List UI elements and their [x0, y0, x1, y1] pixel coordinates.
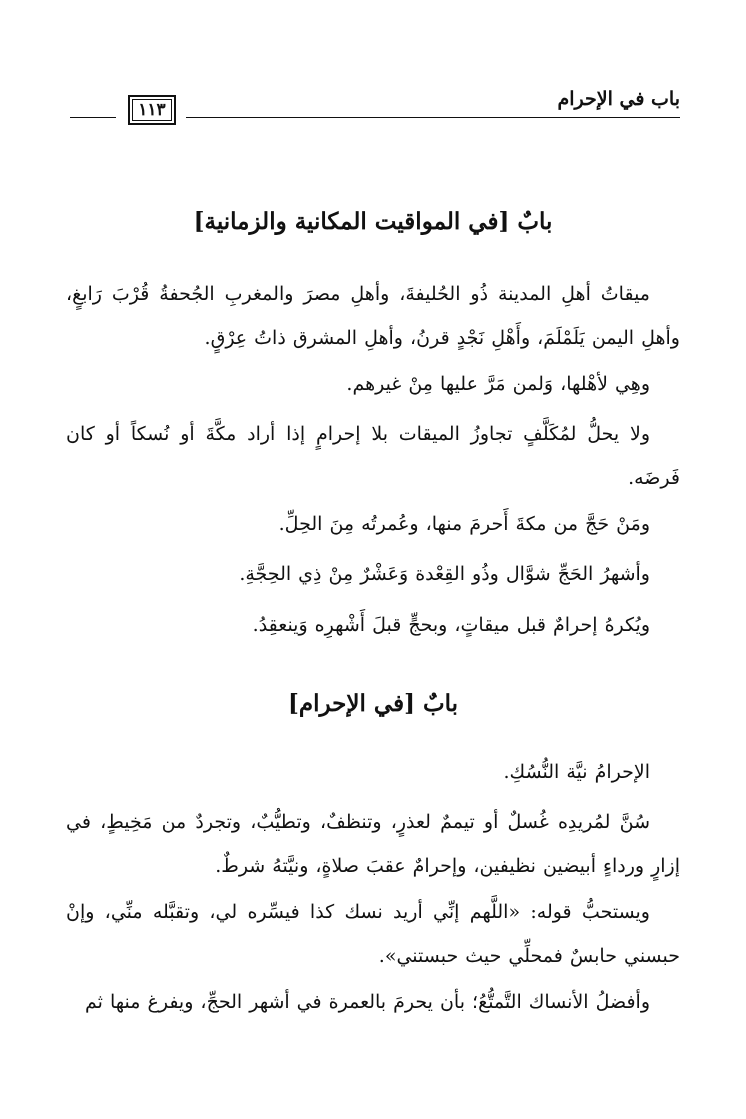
running-title: باب في الإحرام	[557, 88, 680, 110]
page-number: ١١٣	[128, 95, 176, 125]
header-rule	[186, 117, 680, 118]
paragraph: ويُكرهُ إحرامٌ قبل ميقاتٍ، وبحجٍّ قبلَ أَشْهرِه وَينعقِدُ.	[252, 614, 650, 636]
header-rule-short	[70, 117, 116, 118]
paragraph: سُنَّ لمُريدِه غُسلٌ أو تيممٌ لعذرٍ، وتنظفٌ، وتطيُّبٌ، وتجردٌ من مَخِيطٍ، في إزارٍ ورداءٍ أبيضين نظيفين، وإحرامٌ عقبَ صلاةٍ، ونيَّتهُ شرطٌ.	[66, 811, 680, 877]
paragraph: ومَنْ حَجَّ من مكةَ أَحرمَ منها، وعُمرتُه مِنَ الحِلِّ.	[278, 513, 650, 535]
paragraph: ميقاتُ أهلِ المدينة ذُو الحُليفةَ، وأهلِ مصرَ والمغربِ الجُحفةُ قُرْبَ رَابغٍ، وأهلِ اليمن يَلَمْلَمَ، وأَهْلِ نَجْدٍ قرنُ، وأهلِ المشرق ذاتُ عِرْقٍ.	[66, 283, 680, 349]
section-heading-miqat: بابٌ [في المواقيت المكانية والزمانية]	[193, 208, 553, 235]
paragraph: ويستحبُّ قوله: «اللَّهم إنِّي أريد نسك كذا فيسِّره لي، وتقبَّله منِّي، وإنْ حبسني حابسٌ فمحلِّي حيث حبستني».	[66, 901, 680, 967]
paragraph: ولا يحلُّ لمُكَلَّفٍ تجاوزُ الميقات بلا إحرامٍ إذا أراد مكَّةَ أو نُسكاً أو كان فَرضَه.	[66, 423, 680, 489]
section-heading-ihram: بابٌ [في الإحرام]	[287, 690, 459, 717]
paragraph: الإحرامُ نيَّة النُّسُكِ.	[503, 761, 650, 783]
paragraph: وأفضلُ الأنساك التَّمتُّعُ؛ بأن يحرمَ بالعمرة في أشهر الحجِّ، ويفرغ منها ثم	[85, 991, 650, 1013]
paragraph: وهِي لأهْلها، وَلمن مَرَّ عليها مِنْ غيرهم.	[346, 373, 650, 395]
paragraph: وأشهرُ الحَجِّ شوَّال وذُو القِعْدة وَعَشْرٌ مِنْ ذِي الحِجَّةِ.	[239, 563, 650, 585]
